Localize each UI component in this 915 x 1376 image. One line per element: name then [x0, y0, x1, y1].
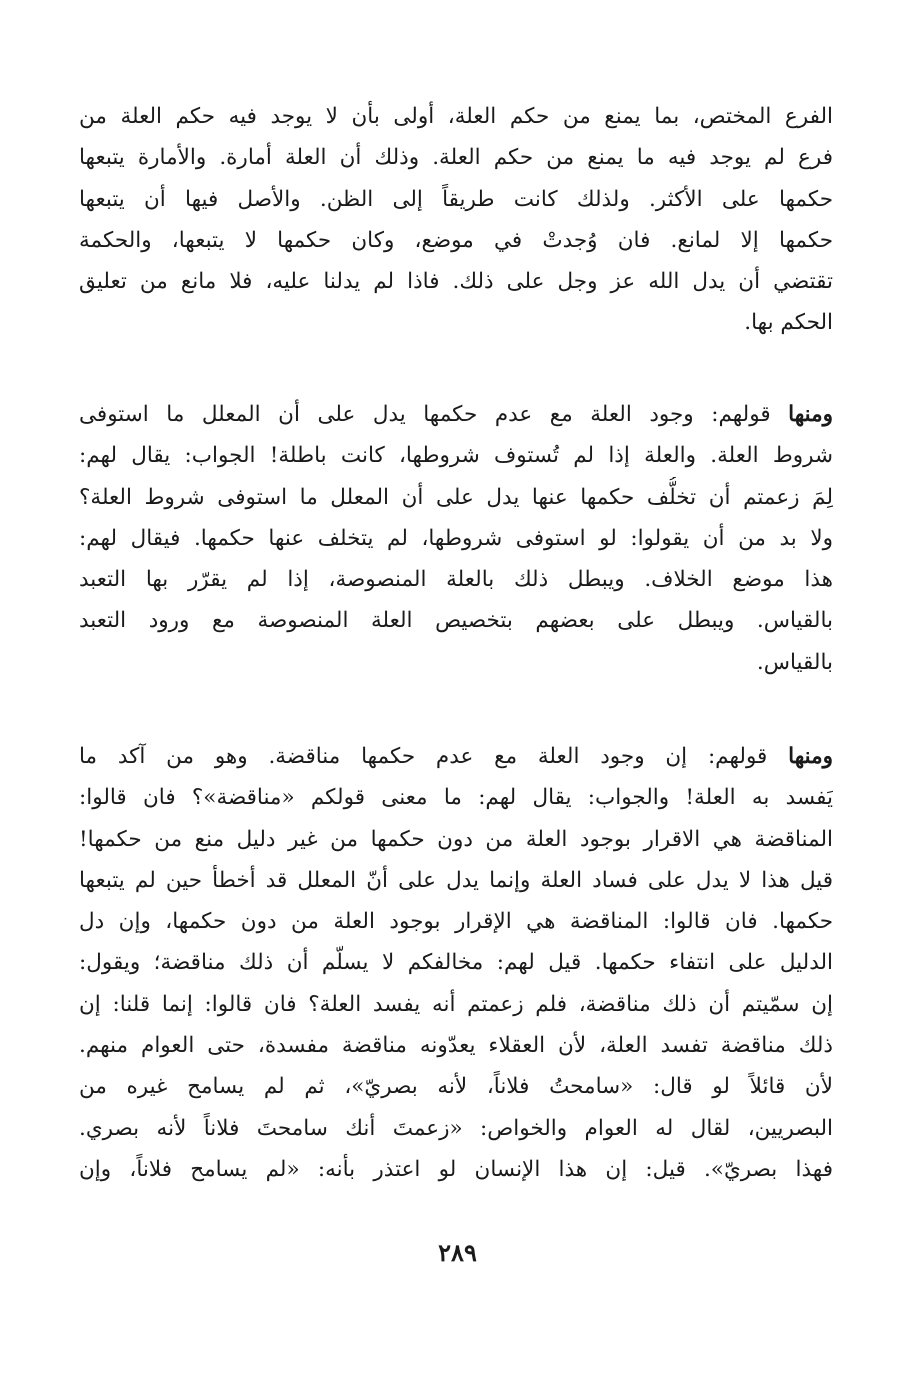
text-line: الحكم بها.: [744, 310, 833, 336]
page-number: ٢٨٩: [438, 1238, 477, 1267]
text-line: بالقياس.: [756, 649, 833, 675]
text-line: فرع لم يوجد فيه ما يمنع من حكم العلة. وذلك أن العلة أمارة. والأمارة يتبعها: [79, 145, 833, 171]
text-line: بالقياس. ويبطل على بعضهم بتخصيص العلة المنصوصة مع ورود التعبد: [79, 608, 833, 634]
text-line: لأن قائلاً لو قال: «سامحتُ فلاناً، لأنه بصريّ»، ثم لم يسامح غيره من: [79, 1074, 833, 1100]
text-line-rest: قولهم: وجود العلة مع عدم حكمها يدل على أن المعلل ما استوفى: [79, 402, 789, 427]
text-line: فهذا بصريّ». قيل: إن هذا الإنسان لو اعتذر بأنه: «لم يسامح فلاناً، وإن: [79, 1156, 833, 1182]
text-line: يَفسد به العلة! والجواب: يقال لهم: ما معنى قولكم «مناقضة»؟ فان قالوا:: [79, 785, 833, 811]
paragraph-1: [79, 96, 833, 344]
text-line: حكمها. فان قالوا: المناقضة هي الإقرار بوجود العلة من دون حكمها، وإن دل: [79, 909, 833, 935]
text-line-rest: قولهم: إن وجود العلة مع عدم حكمها مناقضة. وهو من آكد ما: [79, 744, 789, 769]
text-line: البصريين، لقال له العوام والخواص: «زعمتَ أنك سامحتَ فلاناً لأنه بصري.: [79, 1115, 833, 1141]
paragraph-2: [79, 394, 833, 683]
text-line: هذا موضع الخلاف. ويبطل ذلك بالعلة المنصوصة، إذا لم يقرّر بها التعبد: [79, 567, 833, 593]
paragraph-lead-word: ومنها: [788, 744, 833, 769]
text-line: شروط العلة. والعلة إذا لم تُستوف شروطها، كانت باطلة! الجواب: يقال لهم:: [79, 443, 833, 469]
text-line-first: [79, 394, 833, 435]
text-line-first: [79, 736, 833, 777]
text-line: حكمها إلا لمانع. فان وُجدتْ في موضع، وكان حكمها لا يتبعها، والحكمة: [79, 227, 833, 253]
text-line: ولا بد من أن يقولوا: لو استوفى شروطها، لم يتخلف عنها حكمها. فيقال لهم:: [79, 525, 833, 551]
paragraph-3: [79, 736, 833, 1190]
text-line: تقتضي أن يدل الله عز وجل على ذلك. فاذا لم يدلنا عليه، فلا مانع من تعليق: [79, 269, 833, 295]
text-line: لِمَ زعمتم أن تخلُّف حكمها عنها يدل على أن المعلل ما استوفى شروط العلة؟: [79, 484, 833, 510]
text-line: ذلك مناقضة تفسد العلة، لأن العقلاء يعدّونه مناقضة مفسدة، حتى العوام منهم.: [79, 1033, 833, 1059]
text-line: إن سمّيتم أن ذلك مناقضة، فلم زعمتم أنه يفسد العلة؟ فان قالوا: إنما قلنا: إن: [79, 991, 833, 1017]
text-line: الفرع المختص، بما يمنع من حكم العلة، أولى بأن لا يوجد فيه حكم العلة من: [79, 104, 833, 129]
text-line: الدليل على انتفاء حكمها. قيل لهم: مخالفكم لا يسلّم أن ذلك مناقضة؛ ويقول:: [79, 950, 833, 976]
text-line: المناقضة هي الاقرار بوجود العلة من دون حكمها من غير دليل منع من حكمها!: [79, 826, 833, 852]
paragraph-lead-word: ومنها: [788, 402, 833, 427]
text-line: قيل هذا لا يدل على فساد العلة وإنما يدل على أنّ المعلل قد أخطأ حين لم يتبعها: [79, 867, 833, 893]
text-line: حكمها على الأكثر. ولذلك كانت طريقاً إلى الظن. والأصل فيها أن يتبعها: [79, 186, 833, 212]
